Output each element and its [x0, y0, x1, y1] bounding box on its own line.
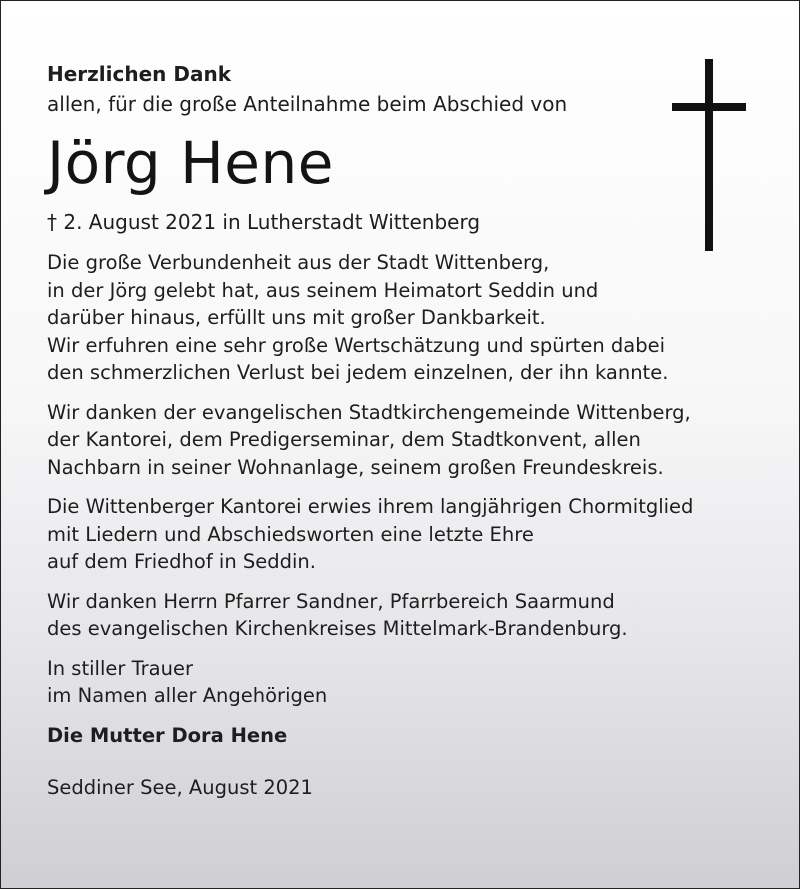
paragraph-pastor: [47, 588, 747, 643]
cross-vertical-bar: [705, 59, 713, 251]
paragraph-line: In stiller Trauer: [47, 656, 193, 680]
intro-line: allen, für die große Anteilnahme beim Abschied von: [47, 92, 568, 116]
paragraph-line: Wir erfuhren eine sehr große Wertschätzung und spürten dabei: [47, 333, 665, 357]
paragraph-line: in der Jörg gelebt hat, aus seinem Heimatort Seddin und: [47, 278, 599, 302]
paragraph-line: des evangelischen Kirchenkreises Mittelmark-Brandenburg.: [47, 617, 628, 640]
paragraph-line: darüber hinaus, erfüllt uns mit großer Dankbarkeit.: [47, 306, 546, 329]
deceased-name: Jörg Hene: [47, 129, 334, 197]
paragraph-line: den schmerzlichen Verlust bei jedem einzelnen, der ihn kannte.: [47, 361, 669, 384]
paragraph-line: auf dem Friedhof in Seddin.: [47, 550, 316, 573]
paragraph-line: der Kantorei, dem Predigerseminar, dem Stadtkonvent, allen: [47, 428, 641, 451]
paragraph-choir: [47, 493, 747, 576]
cross-icon: [672, 59, 746, 251]
paragraph-line: mit Liedern und Abschiedsworten eine letzte Ehre: [47, 522, 534, 546]
obituary-content: [47, 59, 747, 802]
paragraph-line: Die große Verbundenheit aus der Stadt Wittenberg,: [47, 251, 550, 274]
paragraph-community: [47, 249, 747, 387]
paragraph-line: im Namen aller Angehörigen: [47, 684, 328, 707]
paragraph-line: Nachbarn in seiner Wohnanlage, seinem großen Freundeskreis.: [47, 455, 664, 479]
paragraph-thanks-church: [47, 399, 747, 482]
signature: Die Mutter Dora Hene: [47, 723, 288, 747]
place-date: Seddiner See, August 2021: [47, 775, 313, 799]
paragraph-line: Wir danken Herrn Pfarrer Sandner, Pfarrbereich Saarmund: [47, 589, 615, 613]
death-date-line: † 2. August 2021 in Lutherstadt Wittenberg: [47, 210, 481, 234]
cross-horizontal-bar: [672, 103, 746, 111]
thanks-heading: Herzlichen Dank: [47, 62, 232, 86]
paragraph-line: Wir danken der evangelischen Stadtkirchengemeinde Wittenberg,: [47, 400, 691, 424]
paragraph-mourning: [47, 655, 747, 710]
paragraph-line: Die Wittenberger Kantorei erwies ihrem langjährigen Chormitglied: [47, 495, 694, 518]
